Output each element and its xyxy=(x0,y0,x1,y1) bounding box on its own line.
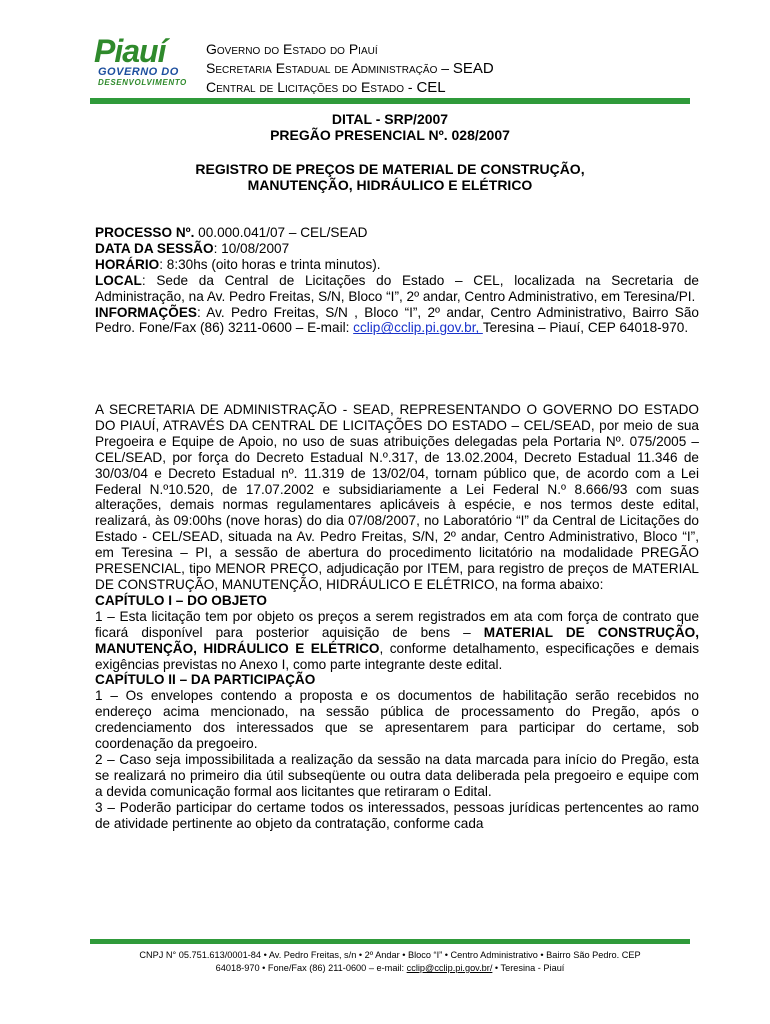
chapter2-item2: 2 – Caso seja impossibilitada a realização da sessão na data marcada para início do Pregão, esta se realizará no primeiro dia útil subseqüente ou outra data deliberada pela pregoeiro e equipe com a devida comunicação formal aos licitantes que retiraram o Edital. xyxy=(95,751,699,799)
object-title-line1: REGISTRO DE PREÇOS DE MATERIAL DE CONSTRUÇÃO, xyxy=(195,161,585,177)
logo-line1: GOVERNO DO xyxy=(98,66,179,78)
piaui-government-logo xyxy=(94,33,194,92)
horario-line: HORÁRIO: 8:30hs (oito horas e trinta minutos). xyxy=(95,256,381,272)
header-divider xyxy=(90,98,690,104)
footer-address-line1: CNPJ N° 05.751.613/0001-84 • Av. Pedro Freitas, s/n • 2º Andar • Bloco “I” • Centro Administrativo • Bairro São Pedro. CEP xyxy=(139,950,641,960)
logo-line2: DESENVOLVIMENTO xyxy=(98,78,187,87)
letterhead-central: Central de Licitações do Estado - CEL xyxy=(206,79,446,96)
chapter1-item1: 1 – Esta licitação tem por objeto os preços a serem registrados em ata com força de contrato que ficará disponível para posterior aquisição de bens – MATERIAL DE CONSTRUÇÃO, MANUTENÇÃO, HIDRÁULICO E ELÉTRICO, conforme detalhamento, especificações e demais exigências previstas no Anexo I, como parte integrante deste edital. xyxy=(95,608,700,672)
local-line: LOCAL: Sede da Central de Licitações do Estado – CEL, localizada na Secretaria de Administração, na Av. Pedro Freitas, S/N, Bloco “I”, 2º andar, Centro Administrativo, em Teresina/PI. xyxy=(95,272,699,304)
processo-line: PROCESSO Nº. 00.000.041/07 – CEL/SEAD xyxy=(95,225,368,240)
page-footer xyxy=(70,949,710,975)
logo-wordmark: Piauí xyxy=(94,33,166,69)
edital-number: DITAL - SRP/2007 xyxy=(331,111,449,127)
footer-email-link[interactable]: cclip@cclip.pi.gov.br/ xyxy=(406,963,493,973)
chapter2-item3: 3 – Poderão participar do certame todos os interessados, pessoas jurídicas pertencentes ao ramo de atividade pertinente ao objeto da contratação, conforme cada xyxy=(95,799,699,831)
letterhead-secretariat: Secretaria Estadual de Administração – SEAD xyxy=(206,60,494,77)
chapter2-heading: CAPÍTULO II – DA PARTICIPAÇÃO xyxy=(95,672,316,688)
footer-address-line2: 64018-970 • Fone/Fax (86) 211-0600 – e-mail: cclip@cclip.pi.gov.br/ • Teresina - Piauí xyxy=(215,963,565,973)
data-line: DATA DA SESSÃO: 10/08/2007 xyxy=(95,240,290,256)
session-info xyxy=(95,225,699,336)
object-title-line2: MANUTENÇÃO, HIDRÁULICO E ELÉTRICO xyxy=(247,177,533,193)
letterhead-government: Governo do Estado do Piauí xyxy=(206,41,378,57)
edital-body xyxy=(95,402,699,831)
informacoes-line: INFORMAÇÕES: Av. Pedro Freitas, S/N , Bloco “I”, 2º andar, Centro Administrativo, Bairro São Pedro. Fone/Fax (86) 3211-0600 – E-mail: cclip@cclip.pi.gov.br, Teresina – Piauí, CEP 64018-970. xyxy=(95,304,699,336)
footer-divider xyxy=(90,939,690,944)
letterhead xyxy=(206,40,494,97)
contact-email-link[interactable]: cclip@cclip.pi.gov.br, xyxy=(353,320,483,336)
preamble: A SECRETARIA DE ADMINISTRAÇÃO - SEAD, REPRESENTANDO O GOVERNO DO ESTADO DO PIAUÍ, ATRAVÉS DA CENTRAL DE LICITAÇÕES DO ESTADO – CEL/SEAD, por meio de sua Pregoeira e Equipe de Apoio, no uso de suas atribuições delegadas pela Portaria Nº. 075/2005 – CEL/SEAD, por força do Decreto Estadual N.º.317, de 13.02.2004, Decreto Estadual 11.346 de 30/03/04 e Decreto Estadual nº. 11.319 de 13/02/04, tornam público que, de acordo com a Lei Federal N.º10.520, de 17.07.2002 e subsidiariamente a Lei Federal N.º 8.666/93 com suas alterações, demais normas regulamentares aplicáveis à espécie, e nos termos deste edital, realizará, às 09:00hs (nove horas) do dia 07/08/2007, no Laboratório “I” da Central de Licitações do Estado - CEL/SEAD, situada na Av. Pedro Freitas, S/N, 2º andar, Centro Administrativo, Bloco “I”, em Teresina – PI, a sessão de abertura do procedimento licitatório na modalidade PREGÃO PRESENCIAL, tipo MENOR PREÇO, adjudicação por ITEM, para registro de preços de MATERIAL DE CONSTRUÇÃO, MANUTENÇÃO, HIDRÁULICO E ELÉTRICO, na forma abaixo: xyxy=(95,402,699,592)
chapter1-heading: CAPÍTULO I – DO OBJETO xyxy=(95,592,267,608)
chapter2-item1: 1 – Os envelopes contendo a proposta e os documentos de habilitação serão recebidos no endereço acima mencionado, na sessão pública de processamento do Pregão, após o credenciamento dos interessados que se apresentarem para participar do certame, sob coordenação da pregoeiro. xyxy=(95,688,699,752)
pregao-number: PREGÃO PRESENCIAL Nº. 028/2007 xyxy=(270,127,510,143)
